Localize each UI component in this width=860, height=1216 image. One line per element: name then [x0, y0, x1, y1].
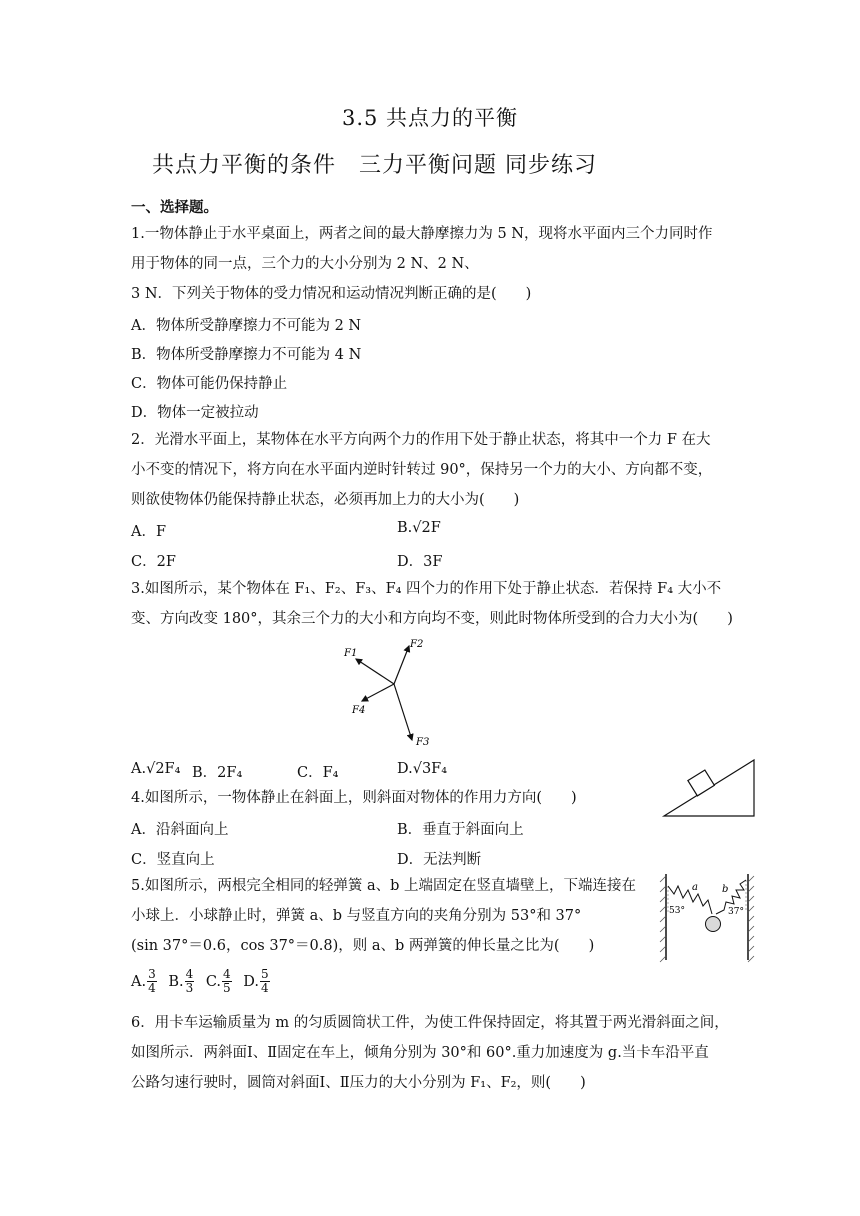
q5-option-b[interactable]: B. $\frac{4}{3}$ [168, 967, 194, 995]
f4-label: F4 [352, 705, 366, 716]
page-subtitle: 共点力平衡的条件 三力平衡问题 同步练习 [152, 153, 597, 178]
q5-option-a[interactable]: A. $\frac{3}{4}$ [131, 967, 156, 995]
spring-b-label: b [722, 884, 729, 895]
spring-diagram-q5 [658, 872, 756, 964]
q1-option-a[interactable]: A．物体所受静摩擦力不可能为 2 N [131, 318, 362, 334]
f2-arrow [394, 646, 409, 684]
q3-option-a[interactable]: A.√2F₄ [131, 761, 181, 777]
q5-line-3: (sin 37°＝0.6，cos 37°＝0.8)，则 a、b 两弹簧的伸长量之比为( ) [131, 938, 595, 954]
page-title: 3.5 共点力的平衡 [341, 106, 519, 130]
q5-line-1: 5.如图所示，两根完全相同的轻弹簧 a、b 上端固定在竖直墙壁上，下端连接在 [131, 878, 636, 894]
q2-line-2: 小不变的情况下，将方向在水平面内逆时针转过 90°，保持另一个力的大小、方向都不变， [131, 462, 713, 478]
q5-option-c[interactable]: C. $\frac{4}{5}$ [205, 967, 231, 995]
q2-option-c[interactable]: C．2F [131, 554, 176, 570]
q2-option-d[interactable]: D．3F [397, 554, 443, 570]
f1-arrow [356, 659, 394, 684]
q4-option-d[interactable]: D．无法判断 [397, 852, 482, 868]
q4-line-1: 4.如图所示，一物体静止在斜面上，则斜面对物体的作用力方向( ) [131, 790, 577, 806]
spring-a-label: a [692, 882, 698, 893]
section-heading: 一、选择题。 [131, 200, 218, 216]
q2-option-a[interactable]: A．F [131, 524, 167, 540]
q4-option-c[interactable]: C．竖直向上 [131, 852, 215, 868]
f1-label: F1 [344, 648, 358, 659]
angle-53-label: 53° [669, 906, 685, 916]
left-wall-hatching [660, 876, 666, 962]
q6-line-2: 如图所示．两斜面Ⅰ、Ⅱ固定在车上，倾角分别为 30°和 60°.重力加速度为 g.当卡车沿平直 [131, 1045, 709, 1061]
q2-line-3: 则欲使物体仍能保持静止状态，必须再加上力的大小为( ) [131, 492, 520, 508]
q1-option-d[interactable]: D．物体一定被拉动 [131, 405, 259, 421]
force-diagram-q3 [330, 632, 440, 750]
q6-line-1: 6．用卡车运输质量为 m 的匀质圆筒状工件，为使工件保持固定，将其置于两光滑斜面之间， [131, 1015, 729, 1031]
q2-line-1: 2．光滑水平面上，某物体在水平方向两个力的作用下处于静止状态，将其中一个力 F 在大 [131, 432, 711, 448]
q1-option-b[interactable]: B．物体所受静摩擦力不可能为 4 N [131, 347, 362, 363]
f2-label: F2 [410, 639, 424, 650]
f3-label: F3 [416, 737, 430, 748]
q4-option-a[interactable]: A．沿斜面向上 [131, 822, 229, 838]
q1-option-c[interactable]: C．物体可能仍保持静止 [131, 376, 288, 392]
q1-line-3: 3 N．下列关于物体的受力情况和运动情况判断正确的是( ) [131, 286, 532, 302]
q5-option-d[interactable]: D. $\frac{5}{4}$ [243, 967, 269, 995]
f3-arrow [394, 684, 412, 740]
q3-option-d[interactable]: D.√3F₄ [397, 761, 448, 777]
q3-option-b[interactable]: B．2F₄ [192, 765, 243, 781]
q4-option-b[interactable]: B．垂直于斜面向上 [397, 822, 524, 838]
q6-line-3: 公路匀速行驶时，圆筒对斜面Ⅰ、Ⅱ压力的大小分别为 F₁、F₂，则( ) [131, 1075, 586, 1091]
q3-option-c[interactable]: C．F₄ [297, 765, 339, 781]
q1-line-1: 1.一物体静止于水平桌面上，两者之间的最大静摩擦力为 5 N，现将水平面内三个力同时作 [131, 226, 713, 242]
q3-line-2: 变、方向改变 180°，其余三个力的大小和方向均不变，则此时物体所受到的合力大小为( ) [131, 611, 733, 627]
angle-37-label: 37° [728, 907, 744, 917]
q5-line-2: 小球上．小球静止时，弹簧 a、b 与竖直方向的夹角分别为 53°和 37° [131, 908, 582, 924]
block-on-incline [688, 770, 714, 796]
incline-diagram-q4 [660, 754, 760, 820]
q3-line-1: 3.如图所示，某个物体在 F₁、F₂、F₃、F₄ 四个力的作用下处于静止状态．若保持 F₄ 大小不 [131, 581, 722, 597]
right-wall-hatching [748, 876, 754, 962]
ball [706, 917, 721, 932]
q5-options [131, 968, 271, 995]
q2-option-b[interactable]: B.√2F [397, 520, 441, 536]
f4-arrow [362, 684, 394, 701]
q1-line-2: 用于物体的同一点，三个力的大小分别为 2 N、2 N、 [131, 256, 479, 272]
